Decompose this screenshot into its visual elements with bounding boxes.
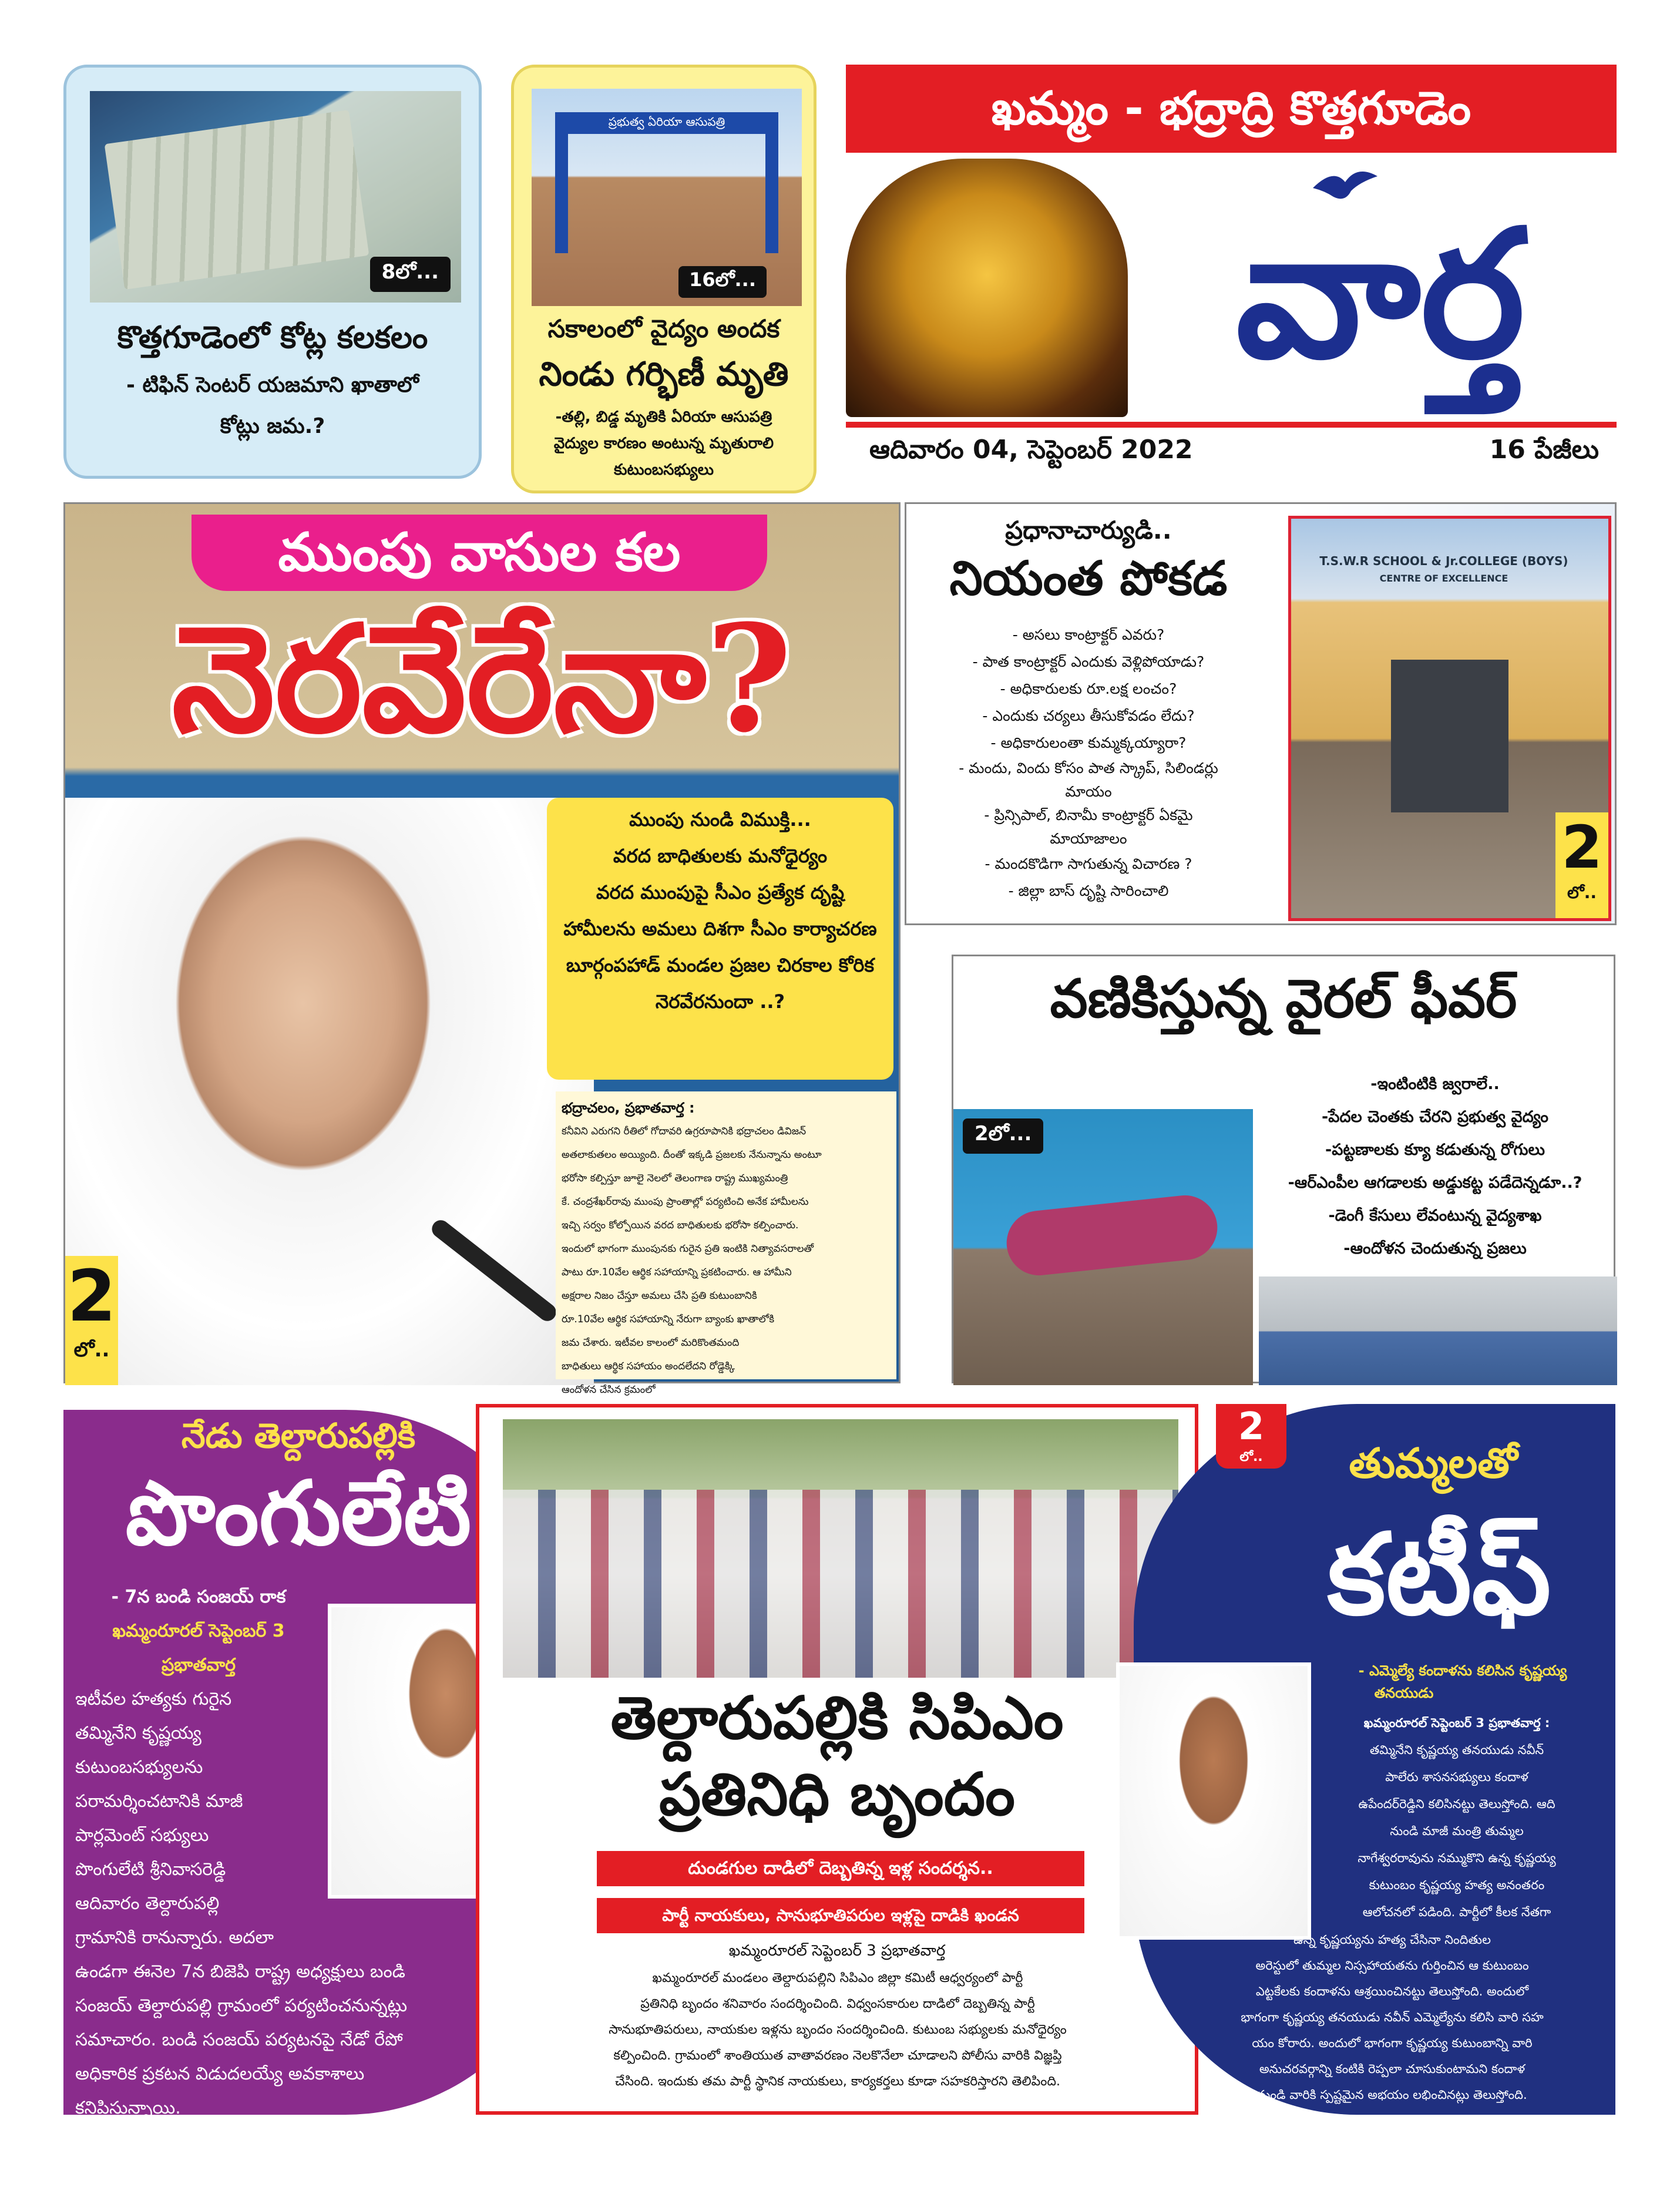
story-body-line: నాగేశ్వరరావును నమ్ముకొని ఉన్న కృష్ణయ్య <box>1358 1851 1556 1865</box>
story-body-line: సానుభూతిపరులు, నాయకుల ఇళ్లను బృందం సందర్శించింది. కుటుంబ సభ్యులకు మనోధైర్యం <box>609 2023 1067 2037</box>
story-point: బూర్గంపహాడ్ మండల ప్రజల చిరకాల కోరిక <box>566 954 875 976</box>
story-body-line: ఇందులో భాగంగా ముంపునకు గురైన ప్రతి ఇంటికి నిత్యావసరాలతో <box>562 1243 814 1255</box>
story-body-line: అనుచరవర్గాన్ని కంటికి రెప్పలా చూసుకుంటామని కందాళ <box>1259 2062 1526 2076</box>
story-point: - అసలు కాంట్రాక్టర్ ఎవరు? <box>1012 626 1165 643</box>
badge-suffix: లో.. <box>1239 1450 1263 1464</box>
story-body-line: తమ్మినేని కృష్ణయ్య <box>75 1723 201 1743</box>
story-body-line: కనిపిస్తున్నాయి. <box>75 2098 181 2118</box>
story-body-line: భరోసా కల్పిస్తూ జూలై నెలలో తెలంగాణ రాష్ట్ర ముఖ్యమంత్రి <box>562 1173 788 1184</box>
story-headline: పొంగులేటి <box>125 1463 472 1565</box>
story-continue-badge[interactable] <box>65 1256 118 1385</box>
school-sign: CENTRE OF EXCELLENCE <box>1379 573 1508 584</box>
story-body-line: కనీవిని ఎరుగని రీతిలో గోదావరి ఉగ్రరూపానికి భద్రాచలం డివిజన్ <box>562 1126 807 1137</box>
story-body-line: చేసింది. ఇందుకు తమ పార్టీ స్థానిక నాయకులు, కార్యకర్తలు కూడా సహకరిస్తారని తెలిపింది. <box>615 2074 1060 2089</box>
hospital-photo <box>532 89 802 306</box>
currency-photo <box>90 91 461 303</box>
patient-photo <box>1259 1276 1617 1385</box>
story-page-badge[interactable]: 2లో... <box>963 1118 1043 1154</box>
story-body-line: అరెస్టులో తుమ్మల నిస్సహాయతను గుర్తించిన ఆ కుటుంబం <box>1255 1958 1529 1973</box>
story-point: ముంపు నుండి విముక్తి... <box>629 808 811 831</box>
masthead-region: ఖమ్మం - భద్రాద్రి కొత్తగూడెం <box>846 65 1617 153</box>
story-body-line: యం కోరారు. అందులో భాగంగా కృష్ణయ్య కుటుంబాన్ని వారి <box>1252 2036 1533 2050</box>
teaser-headline: నిండు గర్భిణీ మృతి <box>539 355 789 394</box>
masthead-rule <box>846 422 1617 428</box>
story-point: హామీలను అమలు దిశగా సీఎం కార్యాచరణ <box>563 918 877 940</box>
story-point: -ఇంటింటికి జ్వరాలే.. <box>1370 1075 1500 1093</box>
story-body-line: తమ్మినేని కృష్ణయ్య తనయుడు నవీన్ <box>1369 1743 1544 1757</box>
story-body-line: పార్లమెంట్ సభ్యులు <box>75 1825 209 1846</box>
teaser-kicker: సకాలంలో వైద్యం అందక <box>547 314 780 343</box>
story-body-line: ఉన్న కృష్ణయ్యను హత్య చేసినా నిందితుల <box>1293 1933 1491 1947</box>
story-body-line: నుండి వారికి స్పష్టమైన అభయం లభించినట్లు తెలుస్తోంది. <box>1257 2088 1527 2102</box>
teaser-headline: కొత్తగూడెంలో కోట్ల కలకలం <box>117 320 428 355</box>
banknote-stack <box>105 110 369 290</box>
story-body-line: సంజయ్ తెల్దారుపల్లి గ్రామంలో పర్యటించనున్నట్లు <box>75 1995 408 2016</box>
story-headline: తెల్దారుపల్లికి సిపిఎం <box>610 1684 1064 1752</box>
story-sub: - ఎమ్మెల్యే కందాళను కలిసిన కృష్ణయ్య <box>1358 1662 1567 1679</box>
story-principal[interactable] <box>905 502 1617 925</box>
story-continue-badge[interactable] <box>1555 812 1608 918</box>
story-headline: కటీఫ్ <box>1327 1510 1551 1640</box>
teaser-subline: కుటుంబసభ్యులు <box>613 461 714 479</box>
badge-page-number: 2 <box>67 1256 116 1338</box>
story-point: - మందకొడిగా సాగుతున్న విచారణ ? <box>985 855 1192 872</box>
teaser-page-badge[interactable]: 8లో... <box>370 257 451 292</box>
teaser-subline: - టిఫిన్ సెంటర్ యజమాని ఖాతాలో <box>126 373 419 397</box>
story-body-line: ఖమ్మంరూరల్ మండలం తెల్దారుపల్లిని సిపిఎం జిల్లా కమిటీ ఆధ్వర్యంలో పార్టీ <box>652 1971 1023 1986</box>
story-point: - పాత కాంట్రాక్టర్ ఎందుకు వెళ్లిపోయాడు? <box>972 653 1205 670</box>
story-point: -డెంగీ కేసులు లేవంటున్న వైద్యశాఖ <box>1328 1207 1542 1225</box>
story-point: -పట్టణాలకు క్యూ కడుతున్న రోగులు <box>1325 1141 1545 1159</box>
story-body-line: ఇచ్చి సర్వం కోల్పోయిన వరద బాధితులకు భరోసా కల్పించారు. <box>562 1220 799 1231</box>
story-dateline: ఖమ్మంరూరల్ సెప్టెంబర్ 3 <box>112 1621 285 1641</box>
teaser-currency[interactable] <box>63 65 482 479</box>
story-body <box>1310 1709 1604 1926</box>
story-point: వరద ముంపుపై సీఎం ప్రత్యేక దృష్టి <box>596 881 845 903</box>
story-sub: తనయుడు <box>1374 1685 1434 1701</box>
teaser-subline: కోట్లు జమ.? <box>220 414 325 438</box>
badge-page-number: 2 <box>1238 1405 1265 1449</box>
teaser-page-badge[interactable]: 16లో... <box>678 266 767 298</box>
story-point: వరద బాధితులకు మనోధైర్యం <box>613 845 828 867</box>
story-body-line: నుండి మాజీ మంత్రి తుమ్మల <box>1390 1824 1524 1838</box>
badge-suffix: లో.. <box>1567 883 1597 902</box>
story-headline: నెరవేరేనా? <box>172 592 792 765</box>
story-point: - మందు, విందు కోసం పాత స్క్రాప్, సిలిండర్లు <box>959 760 1218 777</box>
story-headline: నియంత పోకడ <box>949 551 1228 606</box>
story-body-line: బాధితులు ఆర్థిక సహాయం అందలేదని రోడ్డెక్కి <box>562 1360 735 1372</box>
story-body-line: పాలేరు శాసనసభ్యులు కందాళ <box>1385 1770 1528 1784</box>
story-point: మాయాజాలం <box>1050 830 1127 847</box>
story-sub: దుండగుల దాడిలో దెబ్బతిన్న ఇళ్ల సందర్శన.. <box>597 1851 1084 1886</box>
story-points <box>1259 1068 1611 1265</box>
story-kicker: తుమ్మలతో <box>1349 1439 1518 1487</box>
story-kicker: నేడు తెల్దారుపల్లికి <box>181 1416 416 1456</box>
story-body-line: అతలాకుతలం అయ్యింది. దీంతో ఇక్కడి ప్రజలకు నేనున్నాను అంటూ <box>562 1149 822 1161</box>
masthead <box>846 65 1617 488</box>
story-body-line: గ్రామానికి రానున్నారు. అదలా <box>75 1927 274 1948</box>
teaser-subline: -తల్లి, బిడ్డ మృతికి ఏరియా ఆసుపత్రి <box>555 408 772 426</box>
story-body-line: ఆలోచనలో పడింది. పార్టీలో కీలక నేతగా <box>1362 1905 1551 1919</box>
story-body-line: కుటుంబం కృష్ణయ్య హత్య అనంతరం <box>1369 1878 1545 1892</box>
story-point: -ఆర్ఎంపీల ఆగడాలకు అడ్డుకట్ట పడేదెన్నడూ..? <box>1288 1174 1582 1192</box>
badge-page-number: 2 <box>1561 813 1602 882</box>
story-headline: ప్రతినిధి బృందం <box>659 1760 1015 1829</box>
story-point: నెరవేరనుందా ..? <box>655 990 785 1013</box>
story-body-line: పాటు రూ.10వేల ఆర్థిక సహాయాన్ని ప్రకటించారు. ఆ హామీని <box>562 1266 792 1278</box>
story-flood-victims[interactable] <box>63 502 901 1396</box>
gate-sign: ప్రభుత్వ ఏరియా ఆసుపత్రి <box>555 112 778 134</box>
story-points <box>906 622 1271 905</box>
story-body <box>1175 1927 1610 2108</box>
story-viral-fever[interactable] <box>952 955 1615 1383</box>
patient-photo <box>953 1109 1253 1385</box>
story-point: -ఆందోళన చెందుతున్న ప్రజలు <box>1343 1239 1527 1258</box>
story-body-line: కే. చంద్రశేఖర్‌రావు ముంపు ప్రాంతాల్లో పర్యటించి అనేక హామీలను <box>562 1196 809 1208</box>
story-body-line: ఆదివారం తెల్దారుపల్లి <box>75 1893 220 1914</box>
story-point: - అధికారులంతా కుమ్మక్కయ్యారా? <box>990 734 1187 751</box>
story-body-line: కల్పించింది. గ్రామంలో శాంతియుత వాతావరణం నెలకొనేలా చూడాలని పోలీసు వారికి విజ్ఞప్తి <box>613 2048 1062 2063</box>
teaser-subline: వైద్యుల కారణం అంటున్న మృతురాలి <box>553 435 774 452</box>
story-body <box>491 1966 1184 2095</box>
story-body-line: ఆందోళన చేసిన క్రమంలో <box>562 1384 656 1396</box>
story-body-line: ఉండగా ఈనెల 7న బిజెపి రాష్ట్ర అధ్యక్షులు బండి <box>75 1961 405 1982</box>
story-body-line: పరామర్శించటానికి మాజీ <box>75 1791 243 1812</box>
story-body-line: ఎట్టకేలకు కందాళను ఆశ్రయించినట్టు తెలుస్తోంది. అందులో <box>1255 1984 1529 1998</box>
story-kicker: ప్రధానాచార్యుడి.. <box>1005 516 1172 545</box>
story-kicker: ముంపు వాసుల కల <box>191 515 767 591</box>
school-doorway <box>1391 660 1508 812</box>
story-body-line: కుటుంబసభ్యులను <box>75 1757 203 1778</box>
cpm-team-photo <box>503 1419 1178 1678</box>
story-body-line: ఇటీవల హత్యకు గురైన <box>75 1689 232 1709</box>
story-dateline: ప్రభాతవార్త <box>161 1655 236 1675</box>
story-point: -పేదల చెంతకు చేరని ప్రభుత్వ వైద్యం <box>1322 1108 1548 1126</box>
tummala-photo <box>1116 1662 1311 1940</box>
crowd <box>503 1490 1178 1678</box>
story-body-line: సమాచారం. బండి సంజయ్ పర్యటనపై నేడో రేపో <box>75 2030 403 2050</box>
story-body-line: జమ చేశారు. ఇటీవల కాలంలో మరికొంతమంది <box>562 1337 740 1349</box>
story-body-line: ఉపేందర్‌రెడ్డిని కలిసినట్టు తెలుస్తోంది. ఆది <box>1358 1797 1555 1811</box>
story-point: మాయం <box>1065 783 1112 800</box>
masthead-logo: వార్త <box>1235 190 1526 397</box>
deity-image <box>846 159 1128 417</box>
masthead-date: ఆదివారం 04, సెప్టెంబర్ 2022 <box>869 435 1193 465</box>
story-sub: పార్టీ నాయకులు, సానుభూతిపరుల ఇళ్లపై దాడికి ఖండన <box>597 1898 1084 1933</box>
badge-suffix: లో.. <box>73 1338 110 1362</box>
story-sub: - 7న బండి సంజయ్ రాక <box>111 1587 286 1607</box>
story-body-line: పొంగులేటి శ్రీనివాసరెడ్డి <box>75 1859 226 1880</box>
story-point: - ప్రిన్సిపాల్, బినామీ కాంట్రాక్టర్ ఏకమై <box>984 807 1193 824</box>
story-points-box <box>547 798 893 1080</box>
story-point: - ఎందుకు చర్యలు తీసుకోవడం లేదు? <box>982 707 1195 724</box>
story-body-line: భాగంగా కృష్ణయ్య తనయుడు నవీన్ ఎమ్మెల్యేను కలిసి వారి సహ <box>1241 2010 1544 2024</box>
story-body-line: అక్షరాల నిజం చేస్తూ అమలు చేసి ప్రతి కుటుంబానికి <box>562 1290 757 1302</box>
story-dateline: ఖమ్మంరూరల్ సెప్టెంబర్ 3 ప్రభాతవార్త <box>728 1942 946 1960</box>
story-body-line: ప్రతినిధి బృందం శనివారం సందర్శించింది. విధ్వంసకారుల దాడిలో దెబ్బతిన్న పార్టీ <box>640 1997 1035 2011</box>
story-katif[interactable] <box>1087 1404 1615 2115</box>
story-body-line: అధికారిక ప్రకటన విడుదలయ్యే అవకాశాలు <box>75 2064 365 2084</box>
school-photo <box>1288 516 1611 921</box>
story-body-line: రూ.10వేల ఆర్థిక సహాయాన్ని నేరుగా బ్యాంకు ఖాతాలోకి <box>562 1313 775 1325</box>
story-point: - జిల్లా బాస్ దృష్టి సారించాలి <box>1008 882 1169 899</box>
masthead-pages: 16 పేజీలు <box>1489 435 1599 465</box>
hospital-gate <box>555 112 778 253</box>
story-dateline: ఖమ్మంరూరల్ సెప్టెంబర్ 3 ప్రభాతవార్త : <box>1363 1716 1550 1730</box>
story-headline: వణికిస్తున్న వైరల్ ఫీవర్ <box>1050 968 1517 1030</box>
patient-figure <box>1003 1192 1221 1278</box>
teaser-hospital[interactable] <box>511 65 817 493</box>
story-dateline: భద్రాచలం, ప్రభాతవార్త : <box>562 1100 695 1116</box>
school-sign: T.S.W.R SCHOOL & Jr.COLLEGE (BOYS) <box>1319 554 1568 568</box>
story-body <box>556 1091 896 1396</box>
story-point: - అధికారులకు రూ.లక్ష లంచం? <box>1000 680 1177 697</box>
